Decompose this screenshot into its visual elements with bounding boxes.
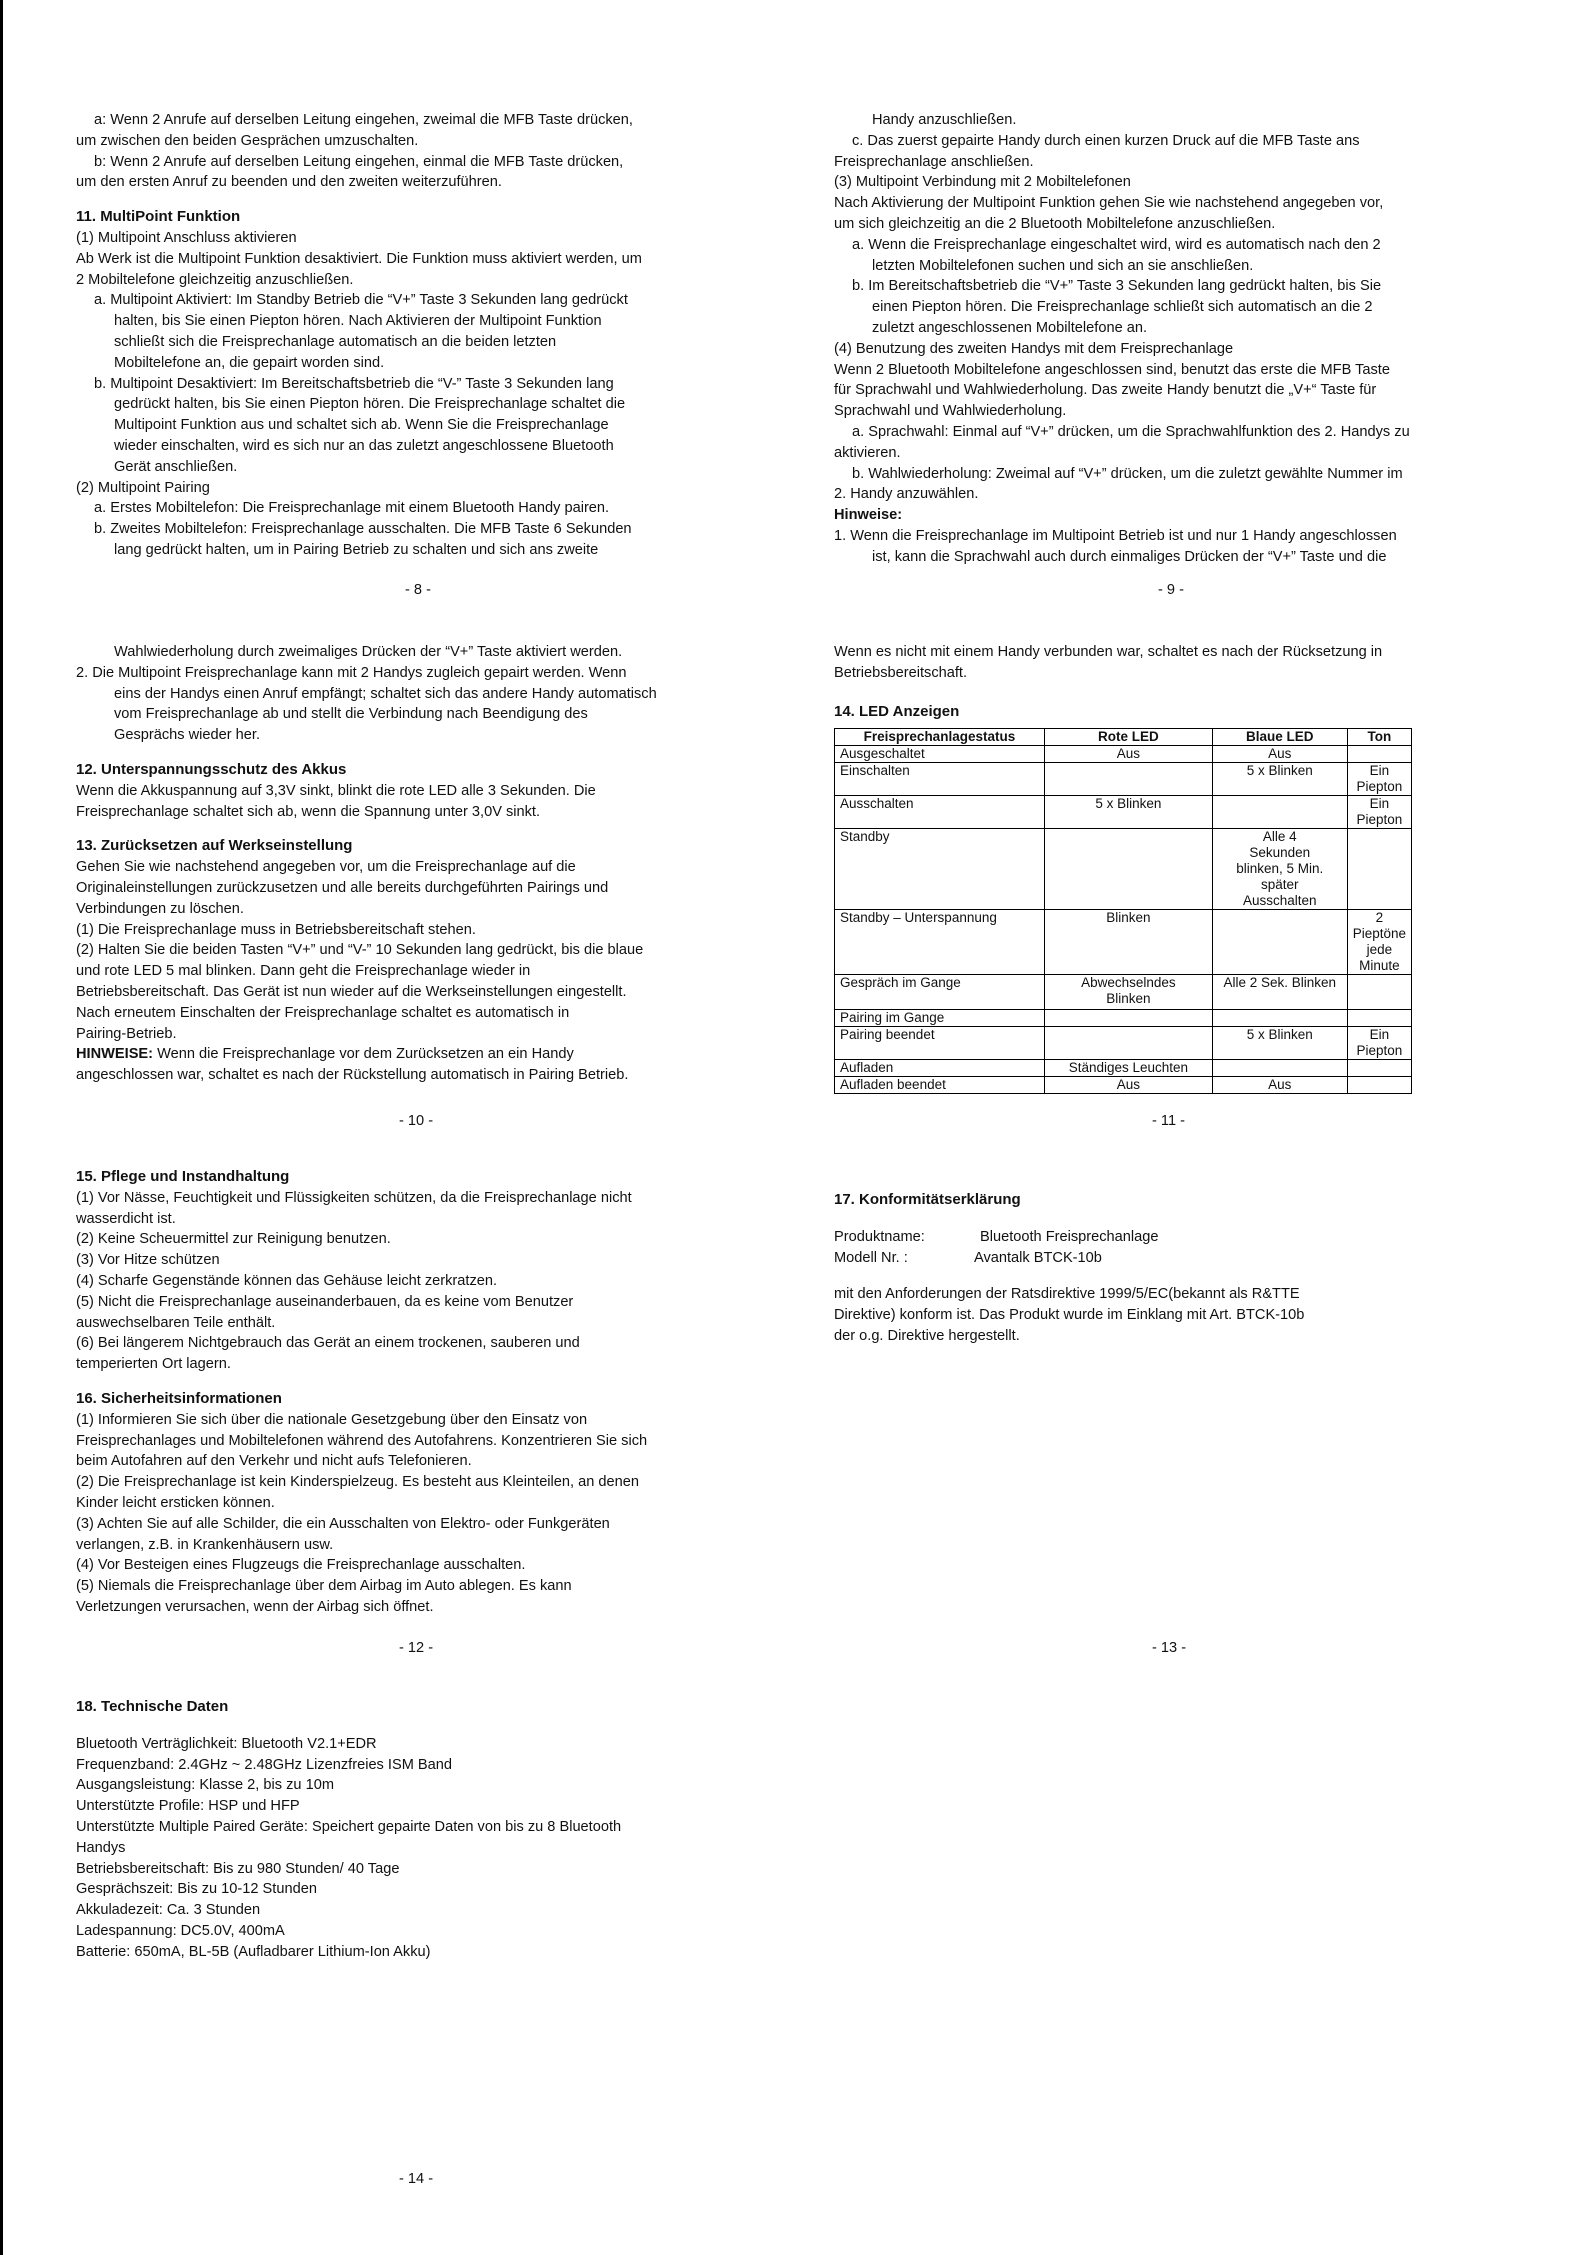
text-line: und rote LED 5 mal blinken. Dann geht die Freisprechanlage wieder in	[76, 963, 531, 980]
text-line: Direktive) konform ist. Das Produkt wurde im Einklang mit Art. BTCK-10b	[834, 1307, 1305, 1324]
table-cell: Aus	[1212, 1077, 1347, 1094]
text-line: a. Erstes Mobiltelefon: Die Freisprechanlage mit einem Bluetooth Handy pairen.	[94, 500, 610, 517]
panel-page-13	[834, 1190, 1524, 1347]
table-row	[835, 746, 1412, 763]
text-line: (3) Achten Sie auf alle Schilder, die ein Ausschalten von Elektro- oder Funkgeräten	[76, 1515, 610, 1532]
text-line: (5) Niemals die Freisprechanlage über dem Airbag im Auto ablegen. Es kann	[76, 1578, 572, 1595]
table-cell: Standby – Unterspannung	[835, 910, 1045, 975]
text-line: um sich gleichzeitig an die 2 Bluetooth Mobiltelefone anzuschließen.	[834, 215, 1276, 232]
text-line: Handys	[76, 1839, 126, 1856]
text-line: (2) Keine Scheuermittel zur Reinigung benutzen.	[76, 1231, 391, 1248]
text-line: Verletzungen verursachen, wenn der Airbag sich öffnet.	[76, 1598, 434, 1615]
text-line: a. Multipoint Aktiviert: Im Standby Betrieb die “V+” Taste 3 Sekunden lang gedrückt	[94, 292, 628, 309]
text-line: (4) Vor Besteigen eines Flugzeugs die Freisprechanlage ausschalten.	[76, 1557, 526, 1574]
panel-page-14	[76, 1697, 766, 1963]
text-line: Sprachwahl und Wahlwiederholung.	[834, 403, 1067, 420]
page-left-edge	[0, 0, 3, 2255]
table-cell	[1347, 746, 1411, 763]
column-header: Blaue LED	[1212, 729, 1347, 746]
table-cell: Standby	[835, 829, 1045, 910]
text-line: Handy anzuschließen.	[872, 112, 1017, 128]
text-line: gedrückt halten, bis Sie einen Piepton hören. Die Freisprechanlage schaltet die	[114, 396, 626, 413]
text-line: Nach Aktivierung der Multipoint Funktion gehen Sie wie nachstehend angegeben vor,	[834, 195, 1384, 212]
table-cell: Abwechselndes Blinken	[1044, 975, 1212, 1010]
text-line: (1) Die Freisprechanlage muss in Betriebsbereitschaft stehen.	[76, 921, 476, 938]
panel-page-10	[76, 642, 766, 1086]
text-line: um den ersten Anruf zu beenden und den zweiten weiterzuführen.	[76, 174, 502, 191]
table-cell: Ein Piepton	[1347, 796, 1411, 829]
table-cell	[1347, 975, 1411, 1010]
table-cell: Ein Piepton	[1347, 763, 1411, 796]
text-line: temperierten Ort lagern.	[76, 1356, 231, 1373]
text-line: (2) Halten Sie die beiden Tasten “V+” und “V-” 10 Sekunden lang gedrückt, bis die blaue	[76, 942, 644, 959]
text-line: Akkuladezeit: Ca. 3 Stunden	[76, 1902, 261, 1919]
table-cell	[1347, 1077, 1411, 1094]
text-line: Betriebsbereitschaft. Das Gerät ist nun wieder auf die Werkseinstellungen eingestellt.	[76, 983, 627, 1000]
text-line: b. Wahlwiederholung: Zweimal auf “V+” drücken, um die zuletzt gewählte Nummer im	[852, 465, 1403, 482]
text-line: Wenn es nicht mit einem Handy verbunden war, schaltet es nach der Rücksetzung in	[834, 644, 1383, 660]
table-header-row	[835, 729, 1412, 746]
table-cell: Pairing im Gange	[835, 1010, 1045, 1027]
note-text: Wenn die Freisprechanlage vor dem Zurücksetzen an ein Handy	[153, 1046, 574, 1063]
table-cell: 2 Pieptöne jede Minute	[1347, 910, 1411, 975]
text-line: einen Piepton hören. Die Freisprechanlage schließt sich automatisch an die 2	[872, 299, 1373, 316]
section-heading: 15. Pflege und Instandhaltung	[76, 1168, 290, 1185]
text-line: Originaleinstellungen zurückzusetzen und alle bereits durchgeführten Pairings und	[76, 879, 609, 896]
text-line: b. Im Bereitschaftsbetrieb die “V+” Taste 3 Sekunden lang gedrückt halten, bis Sie	[852, 278, 1382, 295]
text-line: Unterstützte Multiple Paired Geräte: Speichert gepairte Daten von bis zu 8 Bluetooth	[76, 1818, 622, 1835]
table-cell: Ausgeschaltet	[835, 746, 1045, 763]
table-cell	[1212, 1060, 1347, 1077]
text-line: für Sprachwahl und Wahlwiederholung. Das zweite Handy benutzt die „V+“ Taste für	[834, 382, 1377, 399]
product-line	[834, 1227, 1524, 1248]
table-row	[835, 796, 1412, 829]
table-cell: Aus	[1044, 1077, 1212, 1094]
panel-page-9	[834, 110, 1524, 568]
text-line: lang gedrückt halten, um in Pairing Betrieb zu schalten und sich ans zweite	[114, 541, 599, 558]
table-cell	[1212, 1010, 1347, 1027]
table-cell: Aus	[1044, 746, 1212, 763]
text-line: (3) Vor Hitze schützen	[76, 1252, 220, 1269]
section-heading: 16. Sicherheitsinformationen	[76, 1389, 282, 1407]
text-line: wasserdicht ist.	[76, 1210, 176, 1227]
table-cell: Alle 2 Sek. Blinken	[1212, 975, 1347, 1010]
table-cell	[1044, 1010, 1212, 1027]
table-cell	[1347, 1010, 1411, 1027]
text-line: (1) Informieren Sie sich über die nationale Gesetzgebung über den Einsatz von	[76, 1411, 588, 1428]
table-cell	[1347, 829, 1411, 910]
table-cell	[1212, 910, 1347, 975]
text-line: ist, kann die Sprachwahl auch durch einmaliges Drücken der “V+” Taste und die	[872, 548, 1387, 565]
panel-page-8	[76, 110, 766, 561]
text-line: angeschlossen war, schaltet es nach der Rückstellung automatisch in Pairing Betrieb.	[76, 1067, 629, 1084]
text-line: 2. Handy anzuwählen.	[834, 486, 979, 503]
text-line: c. Das zuerst gepairte Handy durch einen kurzen Druck auf die MFB Taste ans	[852, 132, 1360, 149]
text-line: (2) Die Freisprechanlage ist kein Kinderspielzeug. Es besteht aus Kleinteilen, an denen	[76, 1474, 639, 1491]
text-line: Verbindungen zu löschen.	[76, 900, 244, 917]
text-line: vom Freisprechanlage ab und stellt die Verbindung nach Beendigung des	[114, 706, 588, 723]
table-cell	[1044, 1027, 1212, 1060]
text-line: halten, bis Sie einen Piepton hören. Nach Aktivieren der Multipoint Funktion	[114, 313, 602, 330]
note-line	[76, 1044, 766, 1065]
text-line: aktivieren.	[834, 444, 901, 461]
model-line	[834, 1248, 1524, 1269]
text-line: Betriebsbereitschaft.	[834, 664, 968, 681]
text-line: a: Wenn 2 Anrufe auf derselben Leitung eingehen, zweimal die MFB Taste drücken,	[94, 112, 633, 128]
text-line: Pairing-Betrieb.	[76, 1025, 177, 1042]
product-label: Produktname:	[834, 1228, 925, 1245]
text-line: Gehen Sie wie nachstehend angegeben vor, um die Freisprechanlage auf die	[76, 859, 576, 876]
text-line: Wenn 2 Bluetooth Mobiltelefone angeschlossen sind, benutzt das erste die MFB Taste	[834, 361, 1390, 378]
text-line: Kinder leicht ersticken können.	[76, 1494, 275, 1511]
product-value: Bluetooth Freisprechanlage	[980, 1228, 1159, 1245]
text-line: 2. Die Multipoint Freisprechanlage kann mit 2 Handys zugleich gepairt werden. Wenn	[76, 664, 627, 681]
text-line: Wenn die Akkuspannung auf 3,3V sinkt, blinkt die rote LED alle 3 Sekunden. Die	[76, 782, 596, 799]
text-line: auswechselbaren Teile enthält.	[76, 1314, 276, 1331]
page-number: - 12 -	[399, 1640, 434, 1656]
text-line: Ladespannung: DC5.0V, 400mA	[76, 1922, 285, 1939]
text-line: Wahlwiederholung durch zweimaliges Drücken der “V+” Taste aktiviert werden.	[114, 644, 623, 660]
table-row	[835, 1010, 1412, 1027]
page-number: - 10 -	[399, 1113, 434, 1129]
text-line: (3) Multipoint Verbindung mit 2 Mobiltelefonen	[834, 174, 1131, 191]
column-header: Rote LED	[1044, 729, 1212, 746]
text-line: 2 Mobiltelefone gleichzeitig anzuschließen.	[76, 271, 354, 288]
text-line: Gerät anschließen.	[114, 458, 238, 475]
table-row	[835, 829, 1412, 910]
text-line: mit den Anforderungen der Ratsdirektive 1999/5/EC(bekannt als R&TTE	[834, 1286, 1300, 1303]
column-header: Ton	[1347, 729, 1411, 746]
table-row	[835, 1027, 1412, 1060]
table-row	[835, 1077, 1412, 1094]
panel-page-12	[76, 1167, 766, 1618]
table-cell: Aufladen beendet	[835, 1077, 1045, 1094]
text-line: Batterie: 650mA, BL-5B (Aufladbarer Lithium-Ion Akku)	[76, 1943, 431, 1960]
text-line: Ab Werk ist die Multipoint Funktion desaktiviert. Die Funktion muss aktiviert werden, um	[76, 250, 642, 267]
text-line: (1) Multipoint Anschluss aktivieren	[76, 229, 297, 246]
text-line: Betriebsbereitschaft: Bis zu 980 Stunden/ 40 Tage	[76, 1860, 400, 1877]
text-line: Ausgangsleistung: Klasse 2, bis zu 10m	[76, 1777, 334, 1794]
table-cell: Ausschalten	[835, 796, 1045, 829]
table-cell: Gespräch im Gange	[835, 975, 1045, 1010]
table-cell: Alle 4 Sekunden blinken, 5 Min. später Ausschalten	[1212, 829, 1347, 910]
page-number: - 13 -	[1152, 1640, 1187, 1656]
text-line: (1) Vor Nässe, Feuchtigkeit und Flüssigkeiten schützen, da die Freisprechanlage nicht	[76, 1189, 632, 1206]
table-cell: Pairing beendet	[835, 1027, 1045, 1060]
table-cell: Ständiges Leuchten	[1044, 1060, 1212, 1077]
text-line: Gesprächs wieder her.	[114, 727, 261, 744]
page-number: - 11 -	[1152, 1113, 1185, 1129]
text-line: b. Zweites Mobiltelefon: Freisprechanlage ausschalten. Die MFB Taste 6 Sekunden	[94, 521, 632, 538]
text-line: eins der Handys einen Anruf empfängt; schaltet sich das andere Handy automatisch	[114, 685, 657, 702]
text-line: (5) Nicht die Freisprechanlage auseinanderbauen, da es keine vom Benutzer	[76, 1293, 574, 1310]
note-heading: Hinweise:	[834, 507, 903, 524]
column-header: Freisprechanlagestatus	[835, 729, 1045, 746]
section-heading: 13. Zurücksetzen auf Werkseinstellung	[76, 837, 353, 855]
table-cell: Aus	[1212, 746, 1347, 763]
table-cell: Ein Piepton	[1347, 1027, 1411, 1060]
text-line: b: Wenn 2 Anrufe auf derselben Leitung eingehen, einmal die MFB Taste drücken,	[94, 153, 624, 170]
panel-page-11	[834, 642, 1524, 1094]
model-label: Modell Nr. :	[834, 1249, 908, 1266]
text-line: (6) Bei längerem Nichtgebrauch das Gerät an einem trockenen, sauberen und	[76, 1335, 580, 1352]
text-line: Freisprechanlages und Mobiltelefonen während des Autofahrens. Konzentrieren Sie sich	[76, 1432, 648, 1449]
table-cell	[1044, 763, 1212, 796]
table-row	[835, 975, 1412, 1010]
page-number: - 8 -	[405, 582, 431, 598]
table-cell	[1044, 829, 1212, 910]
text-line: Gesprächszeit: Bis zu 10-12 Stunden	[76, 1881, 317, 1898]
text-line: beim Autofahren auf den Verkehr und nicht aufs Telefonieren.	[76, 1453, 472, 1470]
text-line: (4) Benutzung des zweiten Handys mit dem Freisprechanlage	[834, 340, 1234, 357]
text-line: letzten Mobiltelefonen suchen und sich an sie anschließen.	[872, 257, 1254, 274]
text-line: a. Sprachwahl: Einmal auf “V+” drücken, um die Sprachwahlfunktion des 2. Handys zu	[852, 423, 1410, 440]
table-row	[835, 763, 1412, 796]
section-heading: 12. Unterspannungsschutz des Akkus	[76, 760, 347, 778]
text-line: Nach erneutem Einschalten der Freisprechanlage schaltet es automatisch in	[76, 1004, 570, 1021]
table-cell	[1347, 1060, 1411, 1077]
text-line: a. Wenn die Freisprechanlage eingeschaltet wird, wird es automatisch nach den 2	[852, 236, 1381, 253]
text-line: der o.g. Direktive hergestellt.	[834, 1327, 1020, 1344]
section-heading: 17. Konformitätserklärung	[834, 1191, 1021, 1208]
text-line: 1. Wenn die Freisprechanlage im Multipoint Betrieb ist und nur 1 Handy angeschlossen	[834, 527, 1397, 544]
page-number: - 14 -	[399, 2171, 434, 2187]
text-line: (2) Multipoint Pairing	[76, 479, 210, 496]
page-number: - 9 -	[1158, 582, 1184, 598]
table-row	[835, 1060, 1412, 1077]
table-row	[835, 910, 1412, 975]
text-line: zuletzt angeschlossenen Mobiltelefone an.	[872, 319, 1148, 336]
text-line: schließt sich die Freisprechanlage automatisch an die beiden letzten	[114, 333, 557, 350]
text-line: Unterstützte Profile: HSP und HFP	[76, 1798, 300, 1815]
text-line: Bluetooth Verträglichkeit: Bluetooth V2.1+EDR	[76, 1735, 377, 1752]
model-value: Avantalk BTCK-10b	[974, 1249, 1102, 1266]
text-line: (4) Scharfe Gegenstände können das Gehäuse leicht zerkratzen.	[76, 1272, 498, 1289]
section-heading: 18. Technische Daten	[76, 1698, 229, 1715]
section-heading: 11. MultiPoint Funktion	[76, 208, 241, 226]
table-cell	[1212, 796, 1347, 829]
text-line: Freisprechanlage anschließen.	[834, 153, 1034, 170]
text-line: wieder einschalten, wird es sich nur an das zuletzt angeschlossene Bluetooth	[114, 437, 614, 454]
table-cell: 5 x Blinken	[1044, 796, 1212, 829]
text-line: Frequenzband: 2.4GHz ~ 2.48GHz Lizenzfreies ISM Band	[76, 1756, 452, 1773]
table-cell: 5 x Blinken	[1212, 763, 1347, 796]
text-line: verlangen, z.B. in Krankenhäusern usw.	[76, 1536, 334, 1553]
note-label: HINWEISE:	[76, 1046, 154, 1063]
table-cell: 5 x Blinken	[1212, 1027, 1347, 1060]
table-cell: Einschalten	[835, 763, 1045, 796]
section-heading: 14. LED Anzeigen	[834, 702, 960, 720]
text-line: b. Multipoint Desaktiviert: Im Bereitschaftsbetrieb die “V-” Taste 3 Sekunden lang	[94, 375, 614, 392]
table-cell: Aufladen	[835, 1060, 1045, 1077]
led-table	[834, 728, 1412, 1094]
text-line: Freisprechanlage schaltet sich ab, wenn die Spannung unter 3,0V sinkt.	[76, 803, 541, 820]
text-line: um zwischen den beiden Gesprächen umzuschalten.	[76, 132, 419, 149]
text-line: Mobiltelefone an, die gepairt worden sind.	[114, 354, 385, 371]
table-cell: Blinken	[1044, 910, 1212, 975]
text-line: Multipoint Funktion aus und schaltet sich ab. Wenn Sie die Freisprechanlage	[114, 417, 609, 434]
